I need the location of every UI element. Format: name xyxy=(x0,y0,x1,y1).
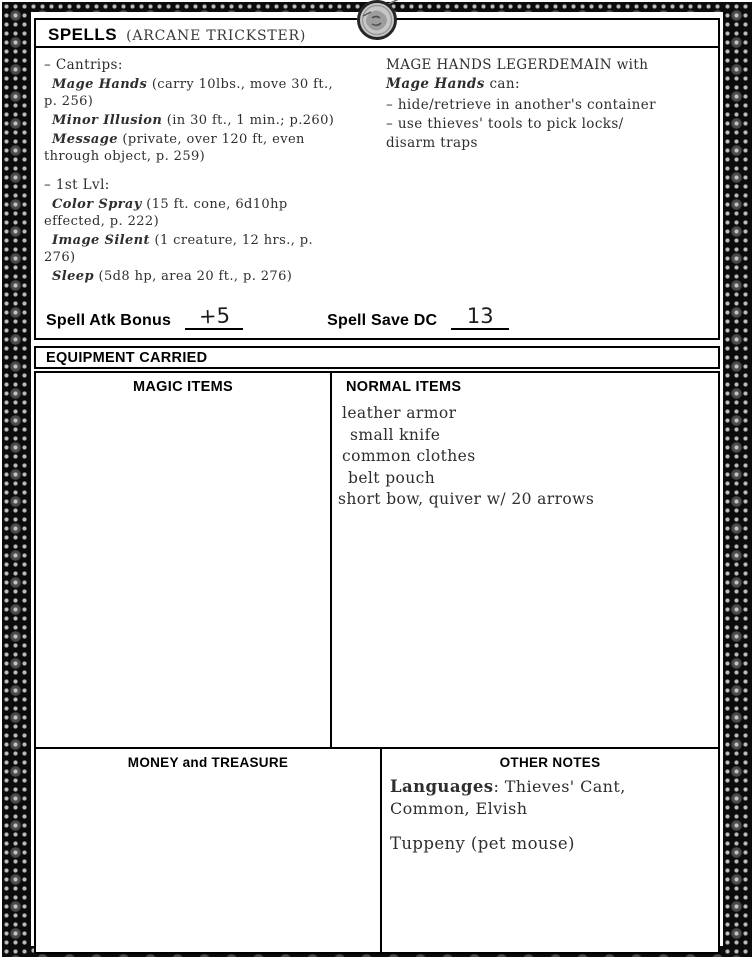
spell-name: Sleep xyxy=(52,269,94,284)
spell-stats-row xyxy=(46,305,704,330)
spells-subtitle: (ARCANE TRICKSTER) xyxy=(126,28,307,44)
cantrips-heading: – Cantrips: xyxy=(44,57,123,73)
languages-line xyxy=(390,776,710,820)
pet-note: Tuppeny (pet mouse) xyxy=(390,834,575,853)
spell-name: Mage Hands xyxy=(52,77,148,92)
spell-entry xyxy=(44,112,346,129)
level1-heading: – 1st Lvl: xyxy=(44,177,110,193)
frame-right-ornament xyxy=(723,2,752,957)
normal-item: common clothes xyxy=(342,447,476,465)
magic-items-title: MAGIC ITEMS xyxy=(133,379,233,395)
spell-name: Image Silent xyxy=(52,233,150,248)
legerdemain-bullet: – use thieves' tools to pick locks/ xyxy=(386,116,624,132)
legerdemain-title-text: MAGE HANDS LEGERDEMAIN xyxy=(386,57,613,73)
other-notes-title: OTHER NOTES xyxy=(499,755,601,770)
money-treasure-title: MONEY and TREASURE xyxy=(127,755,289,770)
spell-atk-bonus-field[interactable] xyxy=(185,305,243,330)
spell-detail: (private, over 120 ft, even through object, p. 259) xyxy=(44,132,305,164)
normal-item: leather armor xyxy=(342,404,457,422)
normal-item: belt pouch xyxy=(348,468,436,487)
spell-detail: (5d8 hp, area 20 ft., p. 276) xyxy=(93,269,293,284)
spell-entry xyxy=(44,76,346,110)
equipment-section xyxy=(34,371,720,954)
spell-save-dc-label: Spell Save DC xyxy=(327,312,438,329)
normal-items-cell xyxy=(332,373,718,747)
spell-entry xyxy=(44,268,346,285)
normal-item: short bow, quiver w/ 20 arrows xyxy=(338,490,595,508)
spells-title: SPELLS xyxy=(48,25,118,44)
spell-name: Message xyxy=(52,132,118,147)
spell-list-column xyxy=(44,56,346,287)
languages-value: : Thieves' Cant, Common, Elvish xyxy=(390,777,626,818)
spells-section xyxy=(34,18,720,340)
items-row xyxy=(36,373,718,747)
languages-label: Languages xyxy=(390,777,494,796)
legerdemain-bullet: disarm traps xyxy=(386,135,478,151)
bottom-row xyxy=(36,747,718,952)
spell-atk-bonus-label: Spell Atk Bonus xyxy=(46,312,172,329)
spell-name: Mage Hands xyxy=(386,76,485,92)
equipment-carried-header: EQUIPMENT CARRIED xyxy=(34,346,720,369)
spell-save-dc-field[interactable] xyxy=(451,305,509,330)
spell-entry xyxy=(44,196,346,230)
spell-atk-bonus-value: +5 xyxy=(198,303,230,329)
normal-items-title: NORMAL ITEMS xyxy=(346,379,462,395)
normal-items-list xyxy=(332,395,718,511)
normal-item: small knife xyxy=(350,425,441,444)
legerdemain-intro: MAGE HANDS LEGERDEMAIN with Mage Hands can: xyxy=(386,57,649,92)
spell-detail: (in 30 ft., 1 min.; p.260) xyxy=(162,113,335,128)
spell-entry xyxy=(44,131,346,165)
spell-detail: (carry 10lbs., move 30 ft., p. 256) xyxy=(44,77,334,109)
spell-name: Color Spray xyxy=(52,197,142,212)
other-notes-body xyxy=(382,770,718,853)
spell-detail: (1 creature, 12 hrs., p. 276) xyxy=(44,233,314,265)
coin-pin-emblem-icon xyxy=(351,0,403,45)
spells-columns xyxy=(36,48,718,287)
legerdemain-column xyxy=(346,56,708,287)
money-treasure-cell xyxy=(36,749,382,952)
magic-items-cell xyxy=(36,373,332,747)
frame-left-ornament xyxy=(2,2,31,957)
spell-save-dc-value: 13 xyxy=(466,304,494,328)
other-notes-cell xyxy=(382,749,718,952)
spell-entry xyxy=(44,232,346,266)
spell-name: Minor Illusion xyxy=(52,113,163,128)
spell-detail: (15 ft. cone, 6d10hp effected, p. 222) xyxy=(44,197,288,229)
legerdemain-bullet: – hide/retrieve in another's container xyxy=(386,97,656,113)
